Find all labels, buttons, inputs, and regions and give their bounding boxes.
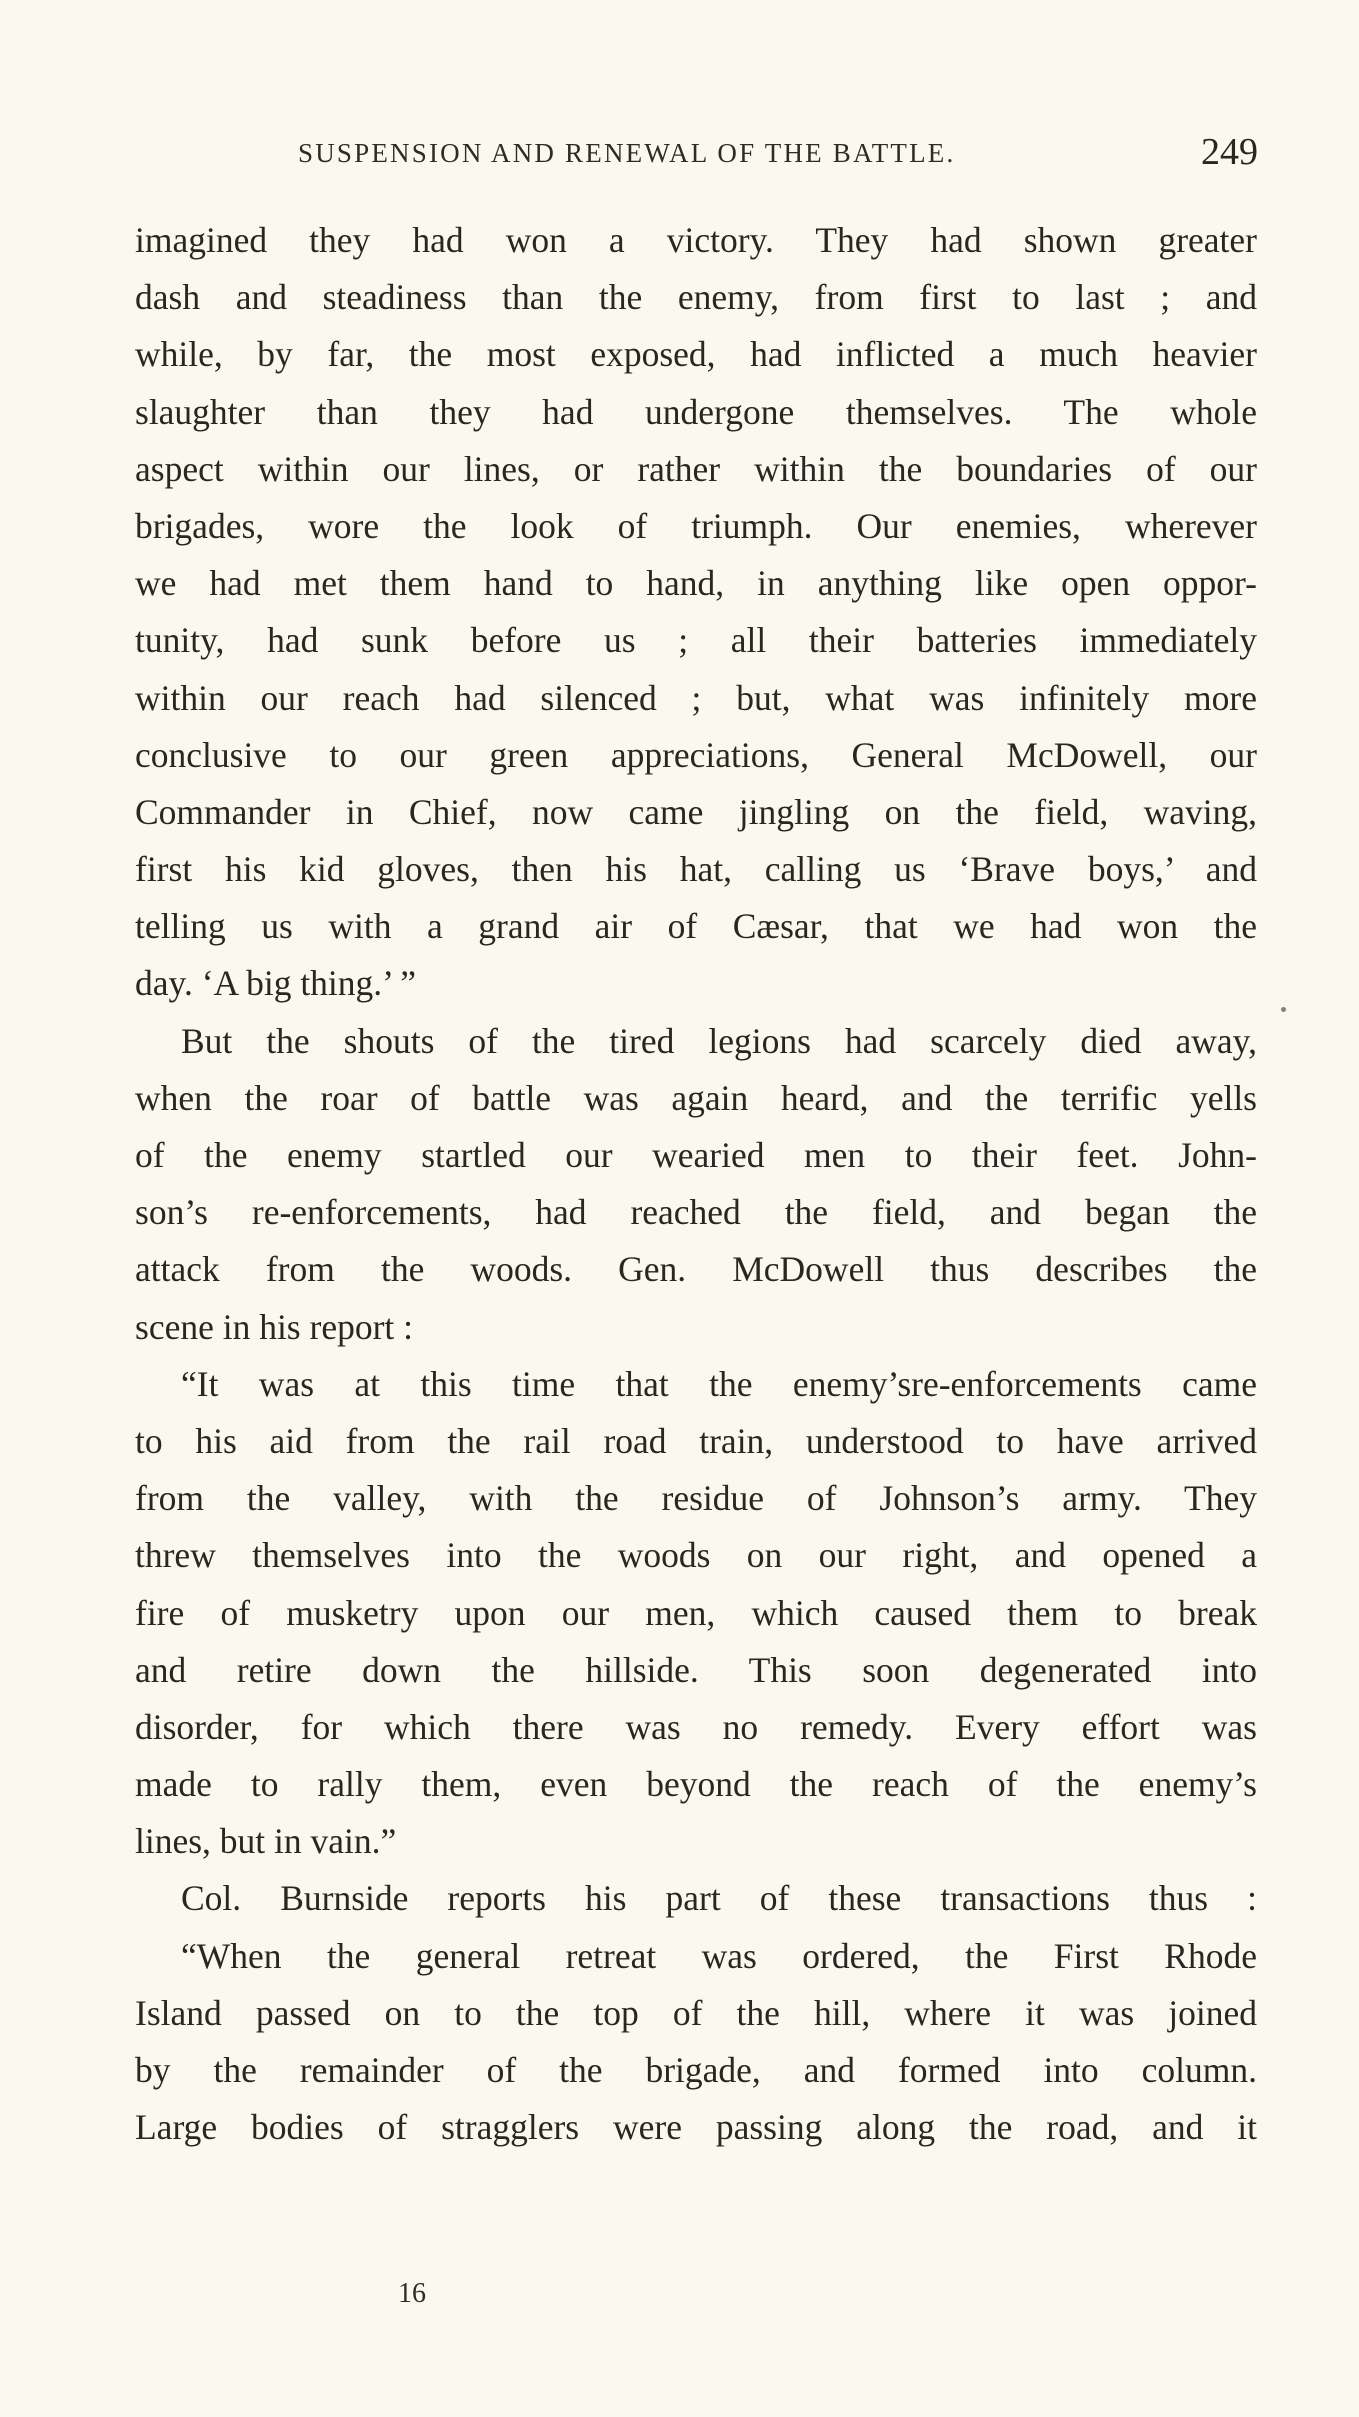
text-line: made to rally them, even beyond the reach of the enemy’s [135,1764,1257,1805]
text-line: imagined they had won a victory. They had shown greater [135,220,1257,260]
text-line: But the shouts of the tired legions had scarcely died away, [181,1020,1257,1061]
text-line: lines, but in vain.” [135,1821,397,1862]
body-text [135,212,1257,2156]
text-line: Large bodies of stragglers were passing along the road, and it [135,2107,1257,2148]
text-line: within our reach had silenced ; but, what was infinitely more [135,677,1257,718]
text-line: first his kid gloves, then his hat, calling us ‘Brave boys,’ and [135,849,1257,890]
text-line: of the enemy startled our wearied men to their feet. John- [135,1135,1257,1175]
text-line: day. ‘A big thing.’ ” [135,963,416,1004]
text-line: Col. Burnside reports his part of these transactions thus : [181,1878,1257,1919]
text-line: while, by far, the most exposed, had inflicted a much heavier [135,334,1257,375]
text-line: conclusive to our green appreciations, General McDowell, our [135,734,1257,775]
signature-mark: 16 [398,2278,426,2309]
text-line: to his aid from the rail road train, understood to have arrived [135,1420,1257,1461]
text-line: tunity, had sunk before us ; all their batteries immediately [135,620,1257,661]
text-line: telling us with a grand air of Cæsar, that we had won the [135,906,1257,947]
text-line: slaughter than they had undergone themselves. The whole [135,391,1257,432]
text-line: when the roar of battle was again heard, and the terrific yells [135,1077,1257,1118]
text-line: disorder, for which there was no remedy. Every effort was [135,1706,1257,1747]
text-line: scene in his report : [135,1306,414,1347]
text-line: Island passed on to the top of the hill, where it was joined [135,1992,1257,2033]
text-line: “It was at this time that the enemy’sre-enforcements came [181,1363,1257,1404]
text-line: attack from the woods. Gen. McDowell thus describes the [135,1249,1257,1290]
text-line: brigades, wore the look of triumph. Our enemies, wherever [135,505,1257,546]
running-title: SUSPENSION AND RENEWAL OF THE BATTLE. [298,138,956,168]
page-number: 249 [1201,131,1258,173]
text-line: fire of musketry upon our men, which caused them to break [135,1592,1257,1633]
text-line: dash and steadiness than the enemy, from first to last ; and [135,277,1257,318]
text-line: by the remainder of the brigade, and formed into column. [135,2050,1257,2090]
text-line: “When the general retreat was ordered, the First Rhode [181,1935,1257,1976]
text-line: aspect within our lines, or rather within the boundaries of our [135,448,1257,489]
running-head [298,130,1258,180]
text-line: from the valley, with the residue of Johnson’s army. They [135,1478,1257,1519]
text-line: Commander in Chief, now came jingling on the field, waving, [135,791,1257,832]
text-line: we had met them hand to hand, in anything like open oppor- [135,563,1257,604]
ink-speck [1281,1007,1286,1012]
text-line: threw themselves into the woods on our right, and opened a [135,1535,1257,1576]
text-line: son’s re-enforcements, had reached the field, and began the [135,1192,1257,1233]
text-line: and retire down the hillside. This soon degenerated into [135,1649,1257,1690]
